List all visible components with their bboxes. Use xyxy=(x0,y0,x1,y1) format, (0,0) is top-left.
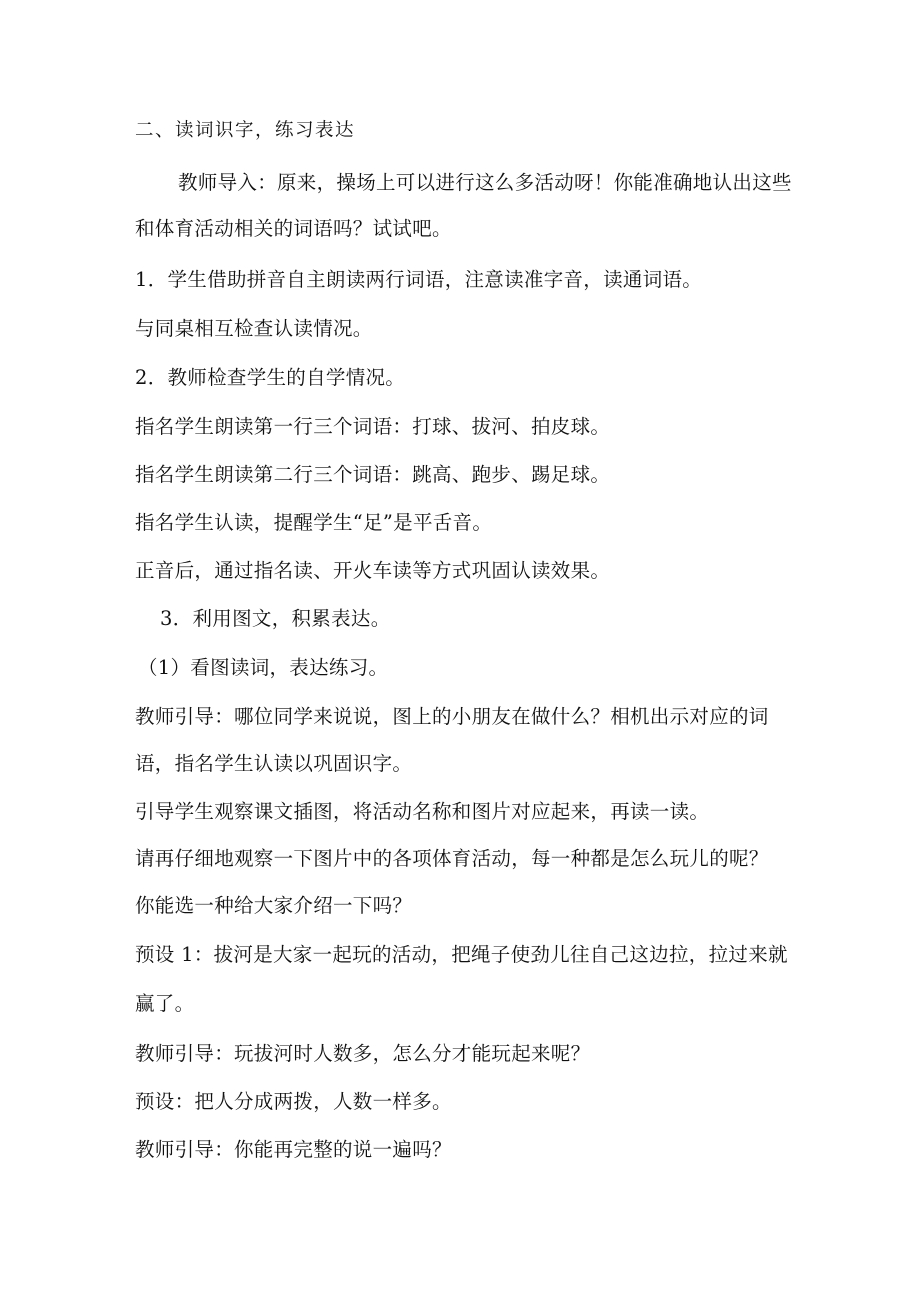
step-2-line-c: 指名学生认读，提醒学生“足”是平舌音。 xyxy=(135,511,493,534)
step-2-line-a: 指名学生朗读第一行三个词语：打球、拔河、拍皮球。 xyxy=(135,415,611,438)
teacher-intro-line-2: 和体育活动相关的词语吗？试试吧。 xyxy=(135,217,452,240)
step-2-line-b: 指名学生朗读第二行三个词语：跳高、跑步、踢足球。 xyxy=(135,463,611,486)
teacher-guide-5: 教师引导：你能再完整的说一遍吗？ xyxy=(135,1138,452,1161)
step-2-line-d: 正音后，通过指名读、开火车读等方式巩固认读效果。 xyxy=(135,559,611,582)
preset-2: 预设：把人分成两拨，人数一样多。 xyxy=(135,1090,452,1113)
teacher-guide-1-line-1: 教师引导：哪位同学来说说，图上的小朋友在做什么？相机出示对应的词 xyxy=(135,705,769,728)
step-1: 1．学生借助拼音自主朗读两行词语，注意读准字音，读通词语。 xyxy=(135,268,703,291)
teacher-guide-3-line-1: 请再仔细地观察一下图片中的各项体育活动，每一种都是怎么玩儿的呢？ xyxy=(135,847,769,870)
teacher-guide-4: 教师引导：玩拔河时人数多，怎么分才能玩起来呢？ xyxy=(135,1042,591,1065)
step-2: 2．教师检查学生的自学情况。 xyxy=(135,366,406,389)
teacher-guide-3-line-2: 你能选一种给大家介绍一下吗？ xyxy=(135,894,413,917)
teacher-guide-2: 引导学生观察课文插图，将活动名称和图片对应起来，再读一读。 xyxy=(135,800,710,823)
step-1-detail: 与同桌相互检查认读情况。 xyxy=(135,317,373,340)
preset-1-line-1: 预设 1：拔河是大家一起玩的活动，把绳子使劲儿往自己这边拉，拉过来就 xyxy=(135,943,788,966)
teacher-guide-1-line-2: 语，指名学生认读以巩固识字。 xyxy=(135,752,413,775)
preset-1-line-2: 赢了。 xyxy=(135,992,195,1015)
step-3-sub-1: （1）看图读词，表达练习。 xyxy=(138,656,389,679)
section-heading: 二、读词识字，练习表达 xyxy=(135,120,356,141)
step-3: 3．利用图文，积累表达。 xyxy=(160,607,391,630)
teacher-intro-line-1: 教师导入：原来，操场上可以进行这么多活动呀！你能准确地认出这些 xyxy=(178,171,792,194)
